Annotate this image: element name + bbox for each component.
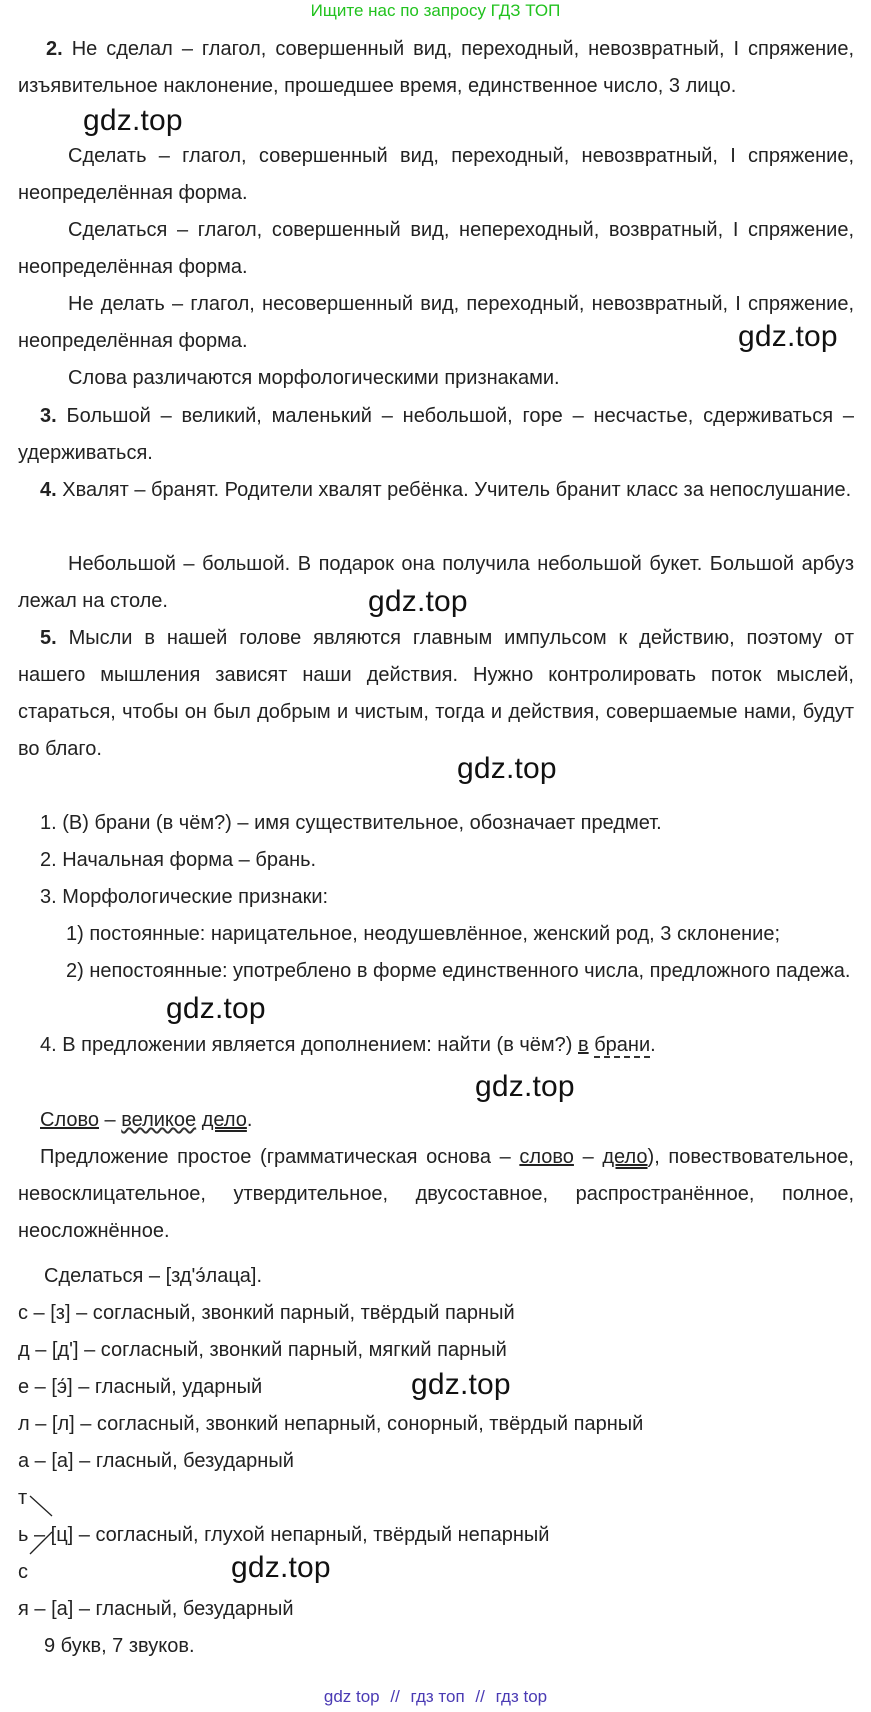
watermark: gdz.top <box>738 320 838 353</box>
morph-line-3: 3. Морфологические признаки: <box>40 886 329 908</box>
phon-line-a: а – [а] – гласный, безударный <box>18 1450 294 1472</box>
task2-p1: 2. Не сделал – глагол, совершенный вид, переходный, невозвратный, I спряжение, изъявительное наклонение, прошедшее время, единственное число, 3 лицо. <box>18 38 854 97</box>
syntax-sentence: Слово – великое дело. <box>40 1109 253 1131</box>
predicate-word: дело <box>602 1146 648 1168</box>
footer-separator: // <box>390 1687 400 1706</box>
morph-line-6: 4. В предложении является дополнением: найти (в чём?) в брани. <box>40 1034 656 1056</box>
phon-line-s: с – [з] – согласный, звонкий парный, твёрдый парный <box>18 1302 515 1324</box>
watermark: gdz.top <box>368 585 468 618</box>
task2-p2: Сделать – глагол, совершенный вид, переходный, невозвратный, I спряжение, неопределённая форма. <box>18 145 854 204</box>
footer-link[interactable]: гдз top <box>495 1687 548 1706</box>
watermark: gdz.top <box>231 1551 331 1584</box>
subject-word: Слово <box>40 1109 99 1131</box>
phon-line-e: е – [э́] – гласный, ударный <box>18 1376 263 1398</box>
footer-link[interactable]: гдз топ <box>410 1687 465 1706</box>
phon-total: 9 букв, 7 звуков. <box>44 1635 195 1657</box>
footer-separator: // <box>475 1687 485 1706</box>
member-underline-prep: в <box>578 1034 589 1056</box>
morph-line-1: 1. (В) брани (в чём?) – имя существительное, обозначает предмет. <box>40 812 662 834</box>
task2-p4: Не делать – глагол, несовершенный вид, переходный, невозвратный, I спряжение, неопределённая форма. <box>18 293 854 352</box>
page-footer <box>0 1687 871 1707</box>
page-header: Ищите нас по запросу ГДЗ ТОП <box>310 1 561 20</box>
watermark: gdz.top <box>166 992 266 1025</box>
subject-word: слово <box>519 1146 574 1168</box>
watermark: gdz.top <box>83 104 183 137</box>
syntax-description: Предложение простое (грамматическая основа – слово – дело), повествовательное, невосклицательное, утвердительное, двусоставное, распространённое, полное, неосложнённое. <box>18 1146 854 1242</box>
phon-line-l: л – [л] – согласный, звонкий непарный, сонорный, твёрдый парный <box>18 1413 644 1435</box>
morph-line-2: 2. Начальная форма – брань. <box>40 849 317 871</box>
task5: 5. Мысли в нашей голове являются главным импульсом к действию, поэтому от нашего мышления зависят наши действия. Нужно контролировать поток мыслей, стараться, чтобы он был добрым и чистым, тогда и действия, совершаемые нами, будут во благо. <box>18 627 854 760</box>
predicate-word: дело <box>201 1109 247 1131</box>
watermark: gdz.top <box>475 1070 575 1103</box>
attribute-word: великое <box>121 1109 197 1131</box>
phon-line-s2: с <box>18 1561 28 1583</box>
footer-link[interactable]: gdz top <box>323 1687 380 1706</box>
task3: 3. Большой – великий, маленький – небольшой, горе – несчастье, сдерживаться – удерживаться. <box>18 405 855 464</box>
phon-title: Сделаться – [зд'э́лаца]. <box>44 1265 263 1287</box>
task2-p5: Слова различаются морфологическими признаками. <box>68 367 560 389</box>
watermark: gdz.top <box>457 752 557 785</box>
phon-line-d: д – [д'] – согласный, звонкий парный, мягкий парный <box>18 1339 507 1361</box>
morph-line-4: 1) постоянные: нарицательное, неодушевлённое, женский род, 3 склонение; <box>66 923 780 945</box>
task-number: 2. <box>46 38 63 60</box>
merge-bracket <box>20 1470 80 1570</box>
task2-p3: Сделаться – глагол, совершенный вид, непереходный, возвратный, I спряжение, неопределённая форма. <box>18 219 854 278</box>
phon-line-soft: ь – [ц] – согласный, глухой непарный, твёрдый непарный <box>18 1524 550 1546</box>
task4-p1: 4. Хвалят – бранят. Родители хвалят ребёнка. Учитель бранит класс за непослушание. <box>40 479 852 501</box>
task4-p2: Небольшой – большой. В подарок она получила небольшой букет. Большой арбуз лежал на столе. <box>18 553 854 612</box>
watermark: gdz.top <box>411 1368 511 1401</box>
morph-line-5: 2) непостоянные: употреблено в форме единственного числа, предложного падежа. <box>66 960 851 982</box>
member-underline-word: брани <box>594 1034 651 1056</box>
phon-line-t: т <box>18 1487 28 1509</box>
phon-line-ya: я – [а] – гласный, безударный <box>18 1598 294 1620</box>
